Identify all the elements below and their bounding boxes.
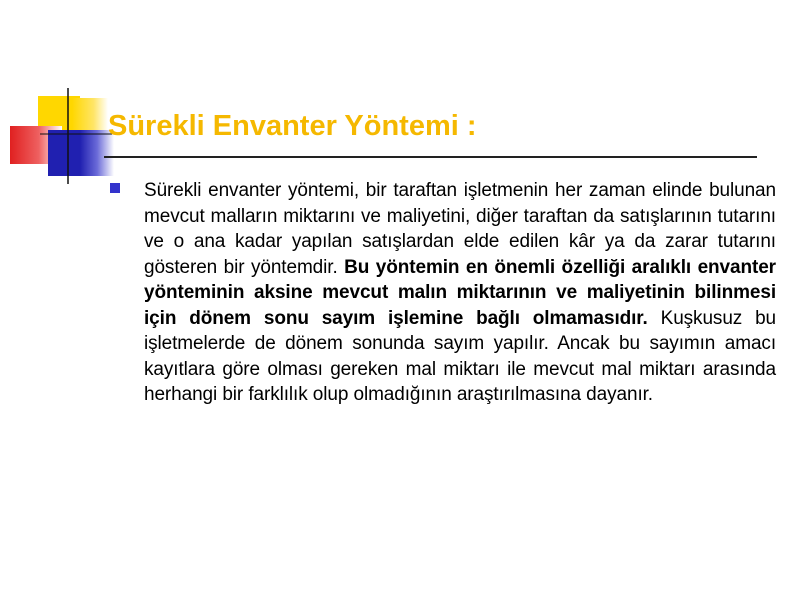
bullet-paragraph	[144, 178, 776, 408]
slide-body	[110, 178, 776, 408]
decor-yellow-fade	[72, 98, 108, 130]
bullet-item	[110, 178, 776, 408]
bullet-text-regular-start: Sürekli envanter yöntemi, bir taraftan işletmenin her zaman elinde bulunan mevcut malların miktarını ve maliyetini, diğer taraftan da satışlarının tutarını ve o ana kadar yapılan satışlardan elde edilen kâr ya da zarar tutarını gösteren bir yöntemdir.	[144, 180, 776, 278]
bullet-text-regular-end: Kuşkusuz bu işletmelerde de dönem sonunda sayım yapılır. Ancak bu sayımın amacı kayıtlara göre olması gereken mal miktarı ile mevcut mal miktarı arasında herhangi bir farklılık olup olmadığının araştırılmasına dayanır.	[144, 307, 777, 405]
square-bullet-icon	[110, 183, 120, 193]
decor-blue-square	[48, 130, 80, 176]
slide-title: Sürekli Envanter Yöntemi :	[108, 110, 477, 142]
bullet-text-bold: Bu yöntemin en önemli özelliği aralıklı envanter yönteminin aksine mevcut malın miktarının ve maliyetinin bilinmesi için dönem sonu sayım işlemine bağlı olmamasıdır.	[144, 256, 776, 329]
